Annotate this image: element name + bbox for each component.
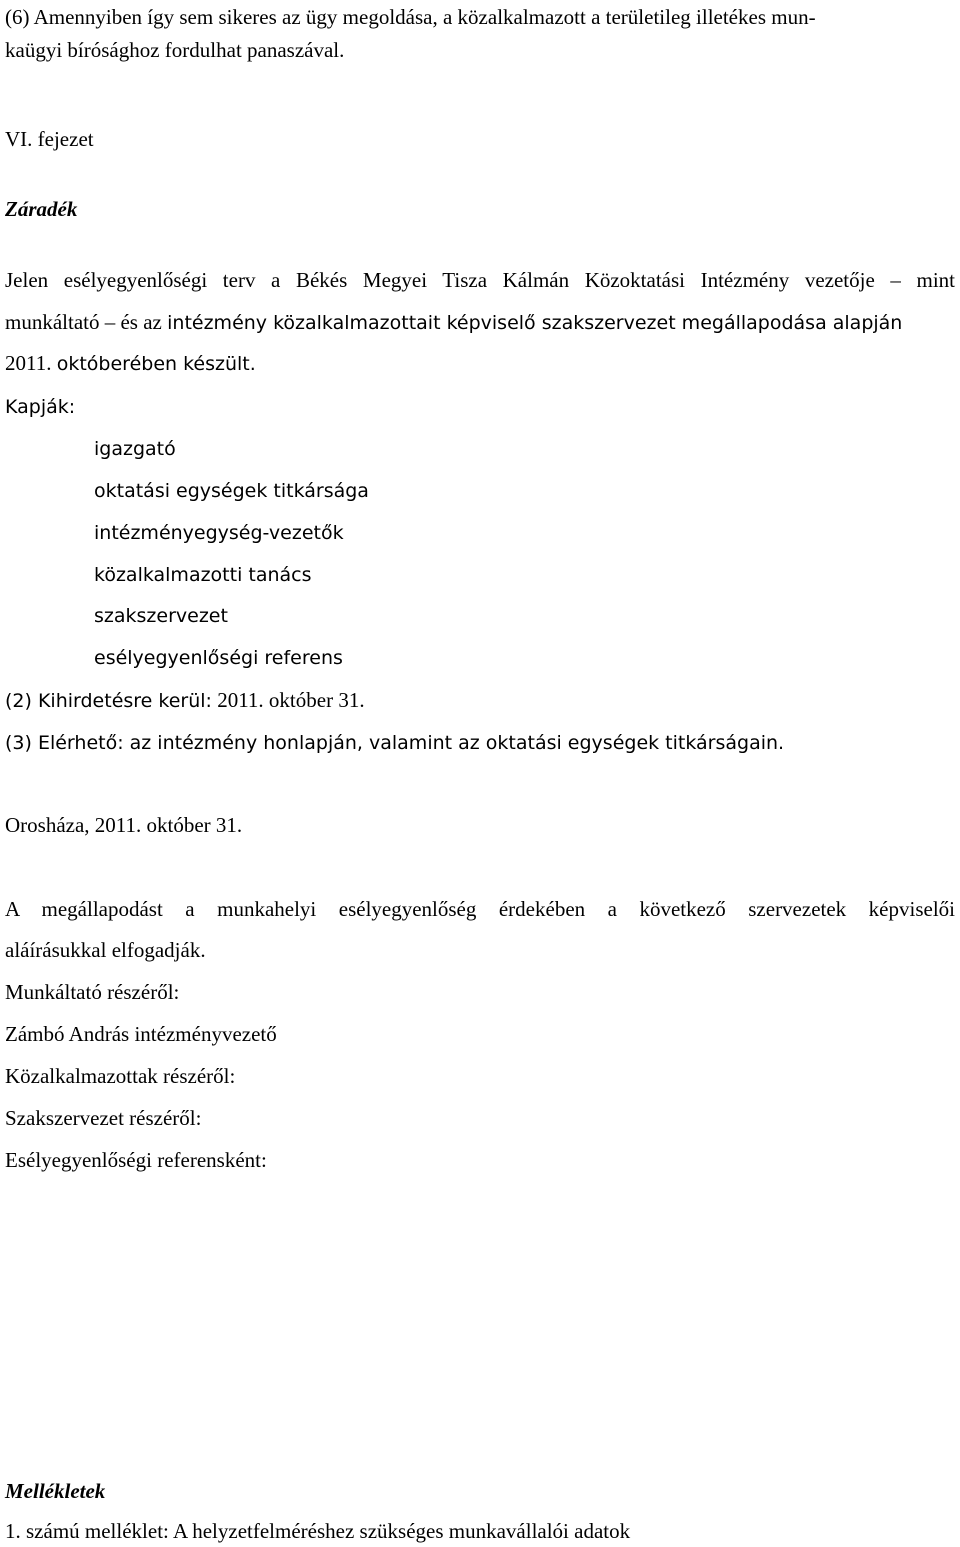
recipient-item: igazgató [94, 438, 176, 460]
recipient-item: közalkalmazotti tanács [94, 564, 312, 586]
agreement-line2: aláírásukkal elfogadják. [5, 938, 206, 962]
place-date: Orosháza, 2011. október 31. [5, 813, 243, 837]
recipients-label: Kapják: [5, 396, 76, 418]
chapter-number: VI. fejezet [5, 127, 94, 151]
recipient-item: oktatási egységek titkársága [94, 480, 369, 502]
section6-line2: kaügyi bírósághoz fordulhat panaszával. [5, 38, 345, 62]
announcement-prefix: (2) Kihirdetésre kerül: [5, 690, 212, 712]
agreement-line1: A megállapodást a munkahelyi esélyegyenlőség érdekében a következő szervezetek képviselői [5, 897, 955, 921]
clause-line1: Jelen esélyegyenlőségi terv a Békés Megyei Tisza Kálmán Közoktatási Intézmény vezetője – mint [5, 268, 955, 292]
clause-line2 [5, 309, 902, 336]
employer-name: Zámbó András intézményvezető [5, 1022, 277, 1046]
announcement [5, 687, 365, 714]
announcement-date: 2011. október 31. [217, 688, 365, 712]
clause-line2-sans: intézmény közalkalmazottait képviselő szakszervezet megállapodása alapján [167, 312, 903, 334]
annex-item-1: 1. számú melléklet: A helyzetfelméréshez szükséges munkavállalói adatok [5, 1519, 631, 1543]
section6-line1: (6) Amennyiben így sem sikeres az ügy megoldása, a közalkalmazott a területileg illetékes mun- [5, 5, 816, 29]
recipient-item: szakszervezet [94, 605, 228, 627]
availability-text: (3) Elérhető: az intézmény honlapján, valamint az oktatási egységek titkárságain. [5, 732, 785, 754]
recipient-item: esélyegyenlőségi referens [94, 647, 343, 669]
equality-label: Esélyegyenlőségi referensként: [5, 1148, 267, 1172]
clause-line3 [5, 350, 256, 377]
clause-line3-rest: októberében készült. [56, 353, 256, 375]
chapter-title: Záradék [5, 197, 78, 221]
clause-line3-year: 2011. [5, 351, 52, 375]
recipient-item: intézményegység-vezetők [94, 522, 344, 544]
annexes-title: Mellékletek [5, 1479, 106, 1503]
clause-line2-serif: munkáltató – és az [5, 310, 162, 334]
union-label: Szakszervezet részéről: [5, 1106, 202, 1130]
employer-label: Munkáltató részéről: [5, 980, 180, 1004]
employees-label: Közalkalmazottak részéről: [5, 1064, 236, 1088]
